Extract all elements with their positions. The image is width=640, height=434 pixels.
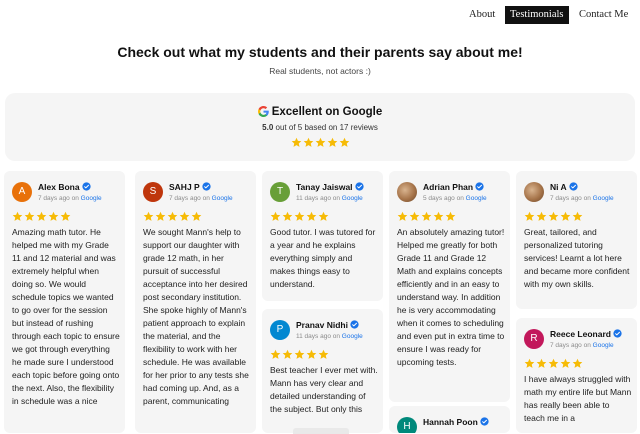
review-source: Google: [341, 333, 363, 340]
review-date: 7 days ago on: [550, 195, 593, 202]
review-star-rating: [143, 211, 202, 222]
star-icon: [536, 211, 547, 222]
reviewer-name-row: [38, 182, 91, 192]
review-source: Google: [341, 195, 363, 202]
review-text: I have always struggled with math my entire life but Mann has really been able to teach me in a: [524, 374, 632, 423]
reviewer-avatar: [524, 329, 544, 349]
star-icon: [60, 211, 71, 222]
reviewer-avatar: [270, 182, 290, 202]
review-star-rating: [270, 211, 329, 222]
reviewer-name: Hannah Poon: [423, 417, 478, 427]
review-card: [516, 171, 637, 309]
summary-count: out of 5 based on 17 reviews: [275, 123, 378, 132]
reviewer-avatar: [270, 320, 290, 340]
review-star-rating: [524, 211, 583, 222]
verified-badge-icon: [569, 182, 578, 191]
summary-title-row: [5, 106, 635, 120]
star-icon: [179, 211, 190, 222]
star-icon: [409, 211, 420, 222]
review-meta: [296, 195, 363, 202]
star-icon: [24, 211, 35, 222]
star-icon: [36, 211, 47, 222]
verified-badge-icon: [613, 329, 622, 338]
avatar-initial: H: [403, 421, 411, 432]
star-icon: [560, 211, 571, 222]
review-text: Best teacher I ever met with. Mann has very clear and detailed understanding of the subject. But only this: [270, 365, 378, 414]
page-subtitle: Real students, not actors :): [269, 66, 371, 76]
rating-summary: [5, 93, 635, 161]
review-card: [389, 406, 510, 433]
star-icon: [12, 211, 23, 222]
review-text: Amazing math tutor. He helped me with my Grade 11 and 12 material and was extremely helpful when doing so. We would schedule topics we wanted to go over for the session but instead of rushing through each topic to ensure we got through everything he made sure I understood each topic before going onto the next. Also, the flexibility in schedule was a nice: [12, 227, 120, 406]
reviewer-name-row: [550, 182, 578, 192]
review-date: 7 days ago on: [169, 195, 212, 202]
review-card: [389, 171, 510, 402]
reviewer-name-row: [169, 182, 211, 192]
reviewer-name-row: [296, 320, 359, 330]
review-source: Google: [592, 342, 614, 349]
review-date: 7 days ago on: [38, 195, 81, 202]
reviewer-name-row: [423, 182, 484, 192]
reviewer-name: SAHJ P: [169, 182, 200, 192]
star-icon: [191, 211, 202, 222]
star-icon: [327, 137, 338, 148]
verified-badge-icon: [202, 182, 211, 191]
reviewer-name: Reece Leonard: [550, 329, 611, 339]
review-card: [262, 171, 383, 301]
review-meta: [38, 195, 102, 202]
star-icon: [572, 358, 583, 369]
verified-badge-icon: [355, 182, 364, 191]
review-source: Google: [211, 195, 233, 202]
star-icon: [524, 211, 535, 222]
review-card: [135, 171, 256, 433]
google-g-icon: [258, 106, 269, 120]
star-icon: [339, 137, 350, 148]
star-icon: [294, 349, 305, 360]
review-meta: [169, 195, 233, 202]
reviewer-name-row: [296, 182, 364, 192]
review-source: Google: [465, 195, 487, 202]
avatar-initial: S: [149, 186, 157, 197]
reviewer-avatar: [524, 182, 544, 202]
avatar-initial: A: [18, 186, 26, 197]
star-icon: [318, 349, 329, 360]
review-star-rating: [270, 349, 329, 360]
reviewer-name: Pranav Nidhi: [296, 320, 348, 330]
summary-title: Excellent on Google: [271, 106, 383, 118]
review-date: 11 days ago on: [296, 333, 342, 340]
star-icon: [306, 211, 317, 222]
verified-badge-icon: [480, 417, 489, 426]
star-icon: [318, 211, 329, 222]
avatar-initial: T: [276, 186, 284, 197]
nav-link-testimonials[interactable]: Testimonials: [505, 6, 569, 24]
star-icon: [421, 211, 432, 222]
star-icon: [445, 211, 456, 222]
reviewer-avatar: [143, 182, 163, 202]
reviewer-name-row: [550, 329, 622, 339]
review-date: 11 days ago on: [296, 195, 342, 202]
review-card: [262, 309, 383, 433]
verified-badge-icon: [350, 320, 359, 329]
star-icon: [167, 211, 178, 222]
review-source: Google: [592, 195, 614, 202]
reviewer-name: Tanay Jaiswal: [296, 182, 353, 192]
verified-badge-icon: [475, 182, 484, 191]
review-card: [4, 171, 125, 433]
summary-star-rating: [291, 137, 350, 148]
star-icon: [270, 211, 281, 222]
reviewer-avatar: [12, 182, 32, 202]
review-text: Good tutor. I was tutored for a year and he explains everything simply and makes things easy to understand.: [270, 227, 376, 289]
summary-rating-line: [5, 123, 635, 132]
review-text: We sought Mann's help to support our daughter with grade 12 math, in her pursuit of successful acceptance into her desired post secondary institution. She spoke highly of Mann's patient approach to explain the material, and the flexibility to work with her schedule. He was available for her prior to any tests she had coming up. And, as a parent, communicating: [143, 227, 249, 406]
star-icon: [548, 211, 559, 222]
star-icon: [282, 211, 293, 222]
star-icon: [291, 137, 302, 148]
load-more-handle[interactable]: [293, 428, 349, 434]
review-source: Google: [80, 195, 102, 202]
star-icon: [155, 211, 166, 222]
review-meta: [550, 342, 614, 349]
star-icon: [294, 211, 305, 222]
review-star-rating: [397, 211, 456, 222]
star-icon: [143, 211, 154, 222]
review-date: 7 days ago on: [550, 342, 593, 349]
star-icon: [433, 211, 444, 222]
review-text: An absolutely amazing tutor! Helped me greatly for both Grade 11 and Grade 12 Math and explains concepts efficiently and in an easy to understand way. In addition he is very accommodating when it comes to scheduling and even put in extra time to ensure I was ready for upcoming tests.: [397, 227, 505, 367]
review-card: [516, 318, 637, 433]
star-icon: [536, 358, 547, 369]
nav-link-contact[interactable]: Contact Me: [579, 9, 629, 20]
reviewer-name: Alex Bona: [38, 182, 80, 192]
review-meta: [423, 195, 487, 202]
star-icon: [303, 137, 314, 148]
reviewer-name-row: [423, 417, 489, 427]
review-meta: [296, 333, 363, 340]
reviewer-name: Ni A: [550, 182, 567, 192]
star-icon: [270, 349, 281, 360]
star-icon: [397, 211, 408, 222]
avatar-initial: P: [276, 324, 284, 335]
page-title: Check out what my students and their parents say about me!: [117, 44, 523, 60]
star-icon: [548, 358, 559, 369]
review-text: Great, tailored, and personalized tutoring services! Learnt a lot here and became more confident with my own skills.: [524, 227, 630, 289]
star-icon: [315, 137, 326, 148]
star-icon: [572, 211, 583, 222]
star-icon: [306, 349, 317, 360]
avatar-initial: R: [530, 333, 538, 344]
star-icon: [560, 358, 571, 369]
verified-badge-icon: [82, 182, 91, 191]
review-date: 5 days ago on: [423, 195, 466, 202]
reviewer-avatar: [397, 417, 417, 433]
reviewer-name: Adrian Phan: [423, 182, 474, 192]
star-icon: [282, 349, 293, 360]
top-nav: [0, 6, 640, 24]
review-star-rating: [524, 358, 583, 369]
review-star-rating: [12, 211, 71, 222]
reviewer-avatar: [397, 182, 417, 202]
summary-score: 5.0: [262, 123, 274, 132]
nav-link-about[interactable]: About: [469, 9, 496, 20]
review-meta: [550, 195, 614, 202]
star-icon: [524, 358, 535, 369]
star-icon: [48, 211, 59, 222]
